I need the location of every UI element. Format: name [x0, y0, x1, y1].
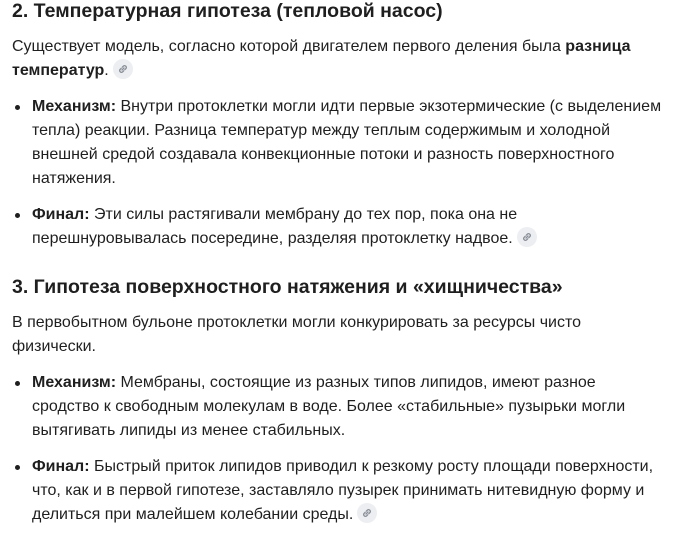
section-2-heading: 2. Температурная гипотеза (тепловой насос)	[12, 0, 443, 22]
list-item-text: Внутри протоклетки могли идти первые экзотермические (с выделением тепла) реакции. Разница температур между теплым содержимым и холодной внешней средой создавала конвекционные потоки и разность поверхностного натяжения.	[32, 98, 662, 187]
section-2-intro-end: .	[104, 62, 109, 79]
bullet-dot	[15, 105, 20, 110]
bullet-dot	[15, 213, 20, 218]
list-item-label: Финал:	[32, 206, 90, 223]
list-item-label: Механизм:	[32, 98, 117, 115]
source-link-button[interactable]	[517, 227, 537, 247]
link-icon	[361, 507, 373, 519]
list-item-text: Быстрый приток липидов приводил к резкому росту площади поверхности, что, как и в первой гипотезе, заставляло пузырек принимать нитевидную форму и делиться при малейшем колебании среды.	[32, 458, 654, 523]
list-item-text: Мембраны, состоящие из разных типов липидов, имеют разное сродство к свободным молекулам в воде. Более «стабильные» пузырьки могли вытягивать липиды из менее стабильных.	[32, 374, 626, 439]
section-3-heading: 3. Гипотеза поверхностного натяжения и «хищничества»	[12, 276, 563, 298]
list-item-label: Финал:	[32, 458, 90, 475]
section-2-intro-bold: разница температур	[12, 38, 631, 79]
link-icon	[117, 63, 129, 75]
section-2-intro-text: Существует модель, согласно которой двигателем первого деления была	[12, 38, 566, 55]
bullet-dot	[15, 381, 20, 386]
list-item	[12, 203, 666, 251]
list-item-text: Эти силы растягивали мембрану до тех пор, пока она не перешнуровывалась посередине, разделяя протоклетку надвое.	[32, 206, 518, 247]
section-3-intro: В первобытном бульоне протоклетки могли конкурировать за ресурсы чисто физически.	[12, 314, 582, 355]
bullet-dot	[15, 465, 20, 470]
list-item	[12, 95, 666, 191]
list-item-label: Механизм:	[32, 374, 117, 391]
list-item	[12, 455, 666, 527]
source-link-button[interactable]	[357, 503, 377, 523]
link-icon	[521, 231, 533, 243]
list-item	[12, 371, 666, 443]
section-2-intro	[12, 35, 666, 83]
source-link-button[interactable]	[113, 59, 133, 79]
section-2-list	[12, 95, 666, 251]
section-3-list	[12, 371, 666, 527]
